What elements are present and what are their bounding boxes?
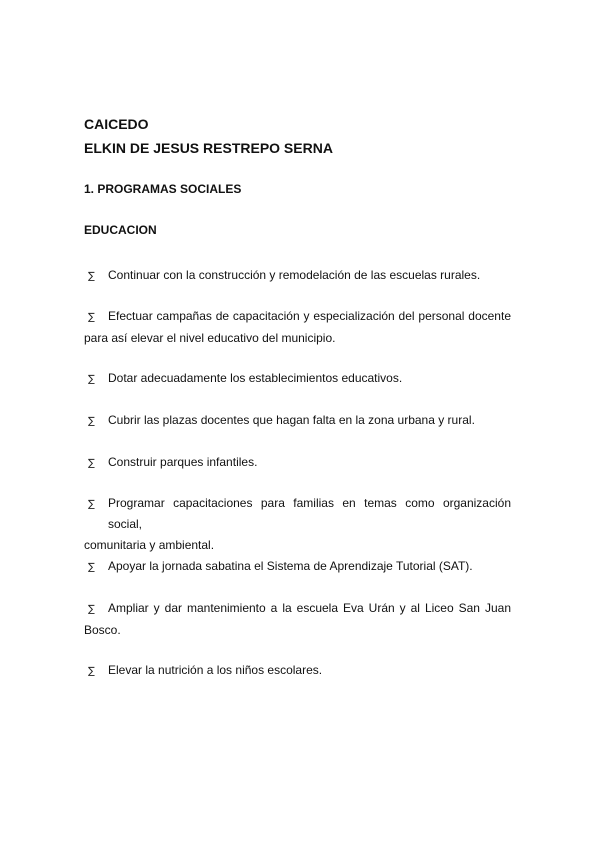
section-heading: 1. PROGRAMAS SOCIALES (84, 182, 242, 196)
list-item-text: Elevar la nutrición a los niños escolares. (108, 663, 323, 677)
list-item (84, 660, 511, 682)
list-item (84, 265, 511, 287)
bullet-icon: ∑ (88, 666, 95, 677)
list-item (84, 410, 511, 432)
bullet-icon: ∑ (88, 458, 95, 469)
list-item (84, 306, 511, 349)
list-item-text: Efectuar campañas de capacitación y especialización del personal docente (108, 309, 511, 323)
list-item-text: Construir parques infantiles. (108, 455, 258, 469)
bullet-icon: ∑ (88, 312, 95, 323)
bullet-icon: ∑ (88, 271, 95, 282)
bullet-icon: ∑ (88, 499, 95, 510)
list-item-text: Programar capacitaciones para familias en temas como organización social, (108, 496, 511, 531)
list-item-text-continued: para así elevar el nivel educativo del municipio. (84, 331, 336, 345)
list-item-text: Continuar con la construcción y remodelación de las escuelas rurales. (108, 268, 481, 282)
list-item (84, 368, 511, 390)
list-item (84, 598, 511, 641)
bullet-icon: ∑ (88, 374, 95, 385)
list-item (84, 452, 511, 474)
list-item-text-continued: comunitaria y ambiental. (84, 538, 215, 552)
bullet-icon: ∑ (88, 604, 95, 615)
list-item-text: Ampliar y dar mantenimiento a la escuela Eva Urán y al Liceo San Juan (108, 601, 511, 615)
list-item-text: Cubrir las plazas docentes que hagan falta en la zona urbana y rural. (108, 413, 475, 427)
list-item-text: Dotar adecuadamente los establecimientos educativos. (108, 371, 403, 385)
header-fullname: ELKIN DE JESUS RESTREPO SERNA (84, 140, 333, 156)
list-item (84, 493, 511, 556)
bullet-icon: ∑ (88, 562, 95, 573)
list-item-text: Apoyar la jornada sabatina el Sistema de Aprendizaje Tutorial (SAT). (108, 559, 473, 573)
header-surname: CAICEDO (84, 116, 149, 132)
list-item-text-continued: Bosco. (84, 623, 121, 637)
list-item (84, 556, 511, 578)
bullet-icon: ∑ (88, 416, 95, 427)
subsection-heading: EDUCACION (84, 223, 157, 237)
